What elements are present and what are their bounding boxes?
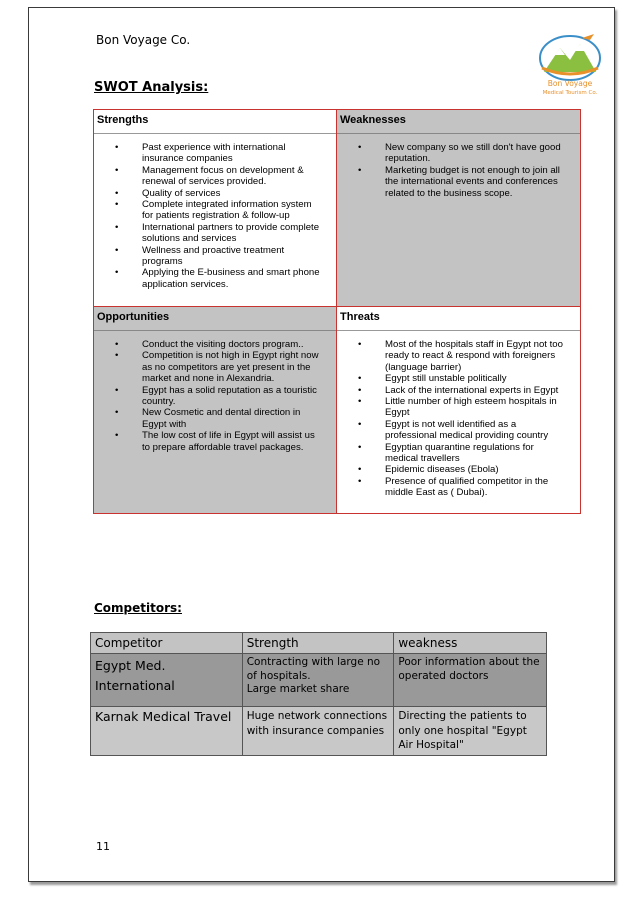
list-item [94, 165, 332, 188]
swot-title: SWOT Analysis: [94, 80, 209, 95]
competitors-title: Competitors: [94, 601, 182, 615]
weaknesses-list [337, 134, 580, 199]
competitor-name: Karnak Medical Travel [91, 707, 243, 756]
list-item-text: Past experience with international insurance companies [142, 142, 286, 165]
bullet-icon: • [358, 464, 362, 476]
bullet-icon: • [115, 164, 119, 176]
list-item [94, 188, 332, 199]
bullet-icon: • [115, 267, 119, 279]
opportunities-cell [94, 307, 337, 513]
list-item-text: Egypt still unstable politically [385, 373, 507, 385]
company-header: Bon Voyage Co. [96, 33, 191, 47]
list-item [337, 419, 576, 442]
list-item [337, 385, 576, 396]
competitor-weakness: Poor information about the operated doctors [394, 654, 547, 707]
bullet-icon: • [358, 373, 362, 385]
bullet-icon: • [358, 396, 362, 408]
threats-heading: Threats [337, 307, 580, 331]
bullet-icon: • [115, 244, 119, 256]
table-header-weakness: weakness [394, 633, 547, 654]
list-item-text: Management focus on development & renewal of services provided. [142, 164, 304, 188]
list-item [94, 430, 332, 453]
bullet-icon: • [358, 441, 362, 453]
bullet-icon: • [358, 384, 362, 396]
strengths-cell [94, 110, 337, 307]
competitor-name: Egypt Med. International [91, 654, 243, 707]
competitor-weakness: Directing the patients to only one hospital "Egypt Air Hospital" [394, 707, 547, 756]
list-item [337, 464, 576, 475]
list-item-text: Little number of high esteem hospitals in Egypt [385, 396, 557, 419]
opportunities-heading: Opportunities [94, 307, 336, 331]
bullet-icon: • [115, 187, 119, 199]
list-item [94, 407, 332, 430]
strengths-heading: Strengths [94, 110, 336, 134]
bullet-icon: • [358, 475, 362, 487]
bullet-icon: • [115, 199, 119, 211]
list-item [94, 199, 332, 222]
competitor-strength [242, 654, 394, 707]
list-item [337, 339, 576, 373]
list-item-text: Epidemic diseases (Ebola) [385, 464, 499, 476]
bullet-icon: • [115, 350, 119, 362]
list-item-text: Lack of the international experts in Egypt [385, 384, 559, 396]
bullet-icon: • [115, 221, 119, 233]
list-item-text: New Cosmetic and dental direction in Egypt with [142, 407, 301, 430]
svg-text:Bon Voyage: Bon Voyage [547, 79, 593, 88]
bullet-icon: • [115, 339, 119, 350]
list-item [94, 267, 332, 290]
list-item-text: Wellness and proactive treatment programs [142, 244, 285, 268]
swot-grid [93, 109, 581, 514]
list-item-text: Egypt has a solid reputation as a touristic country. [142, 384, 317, 408]
strength-line: Contracting with large no of hospitals. [246, 656, 381, 682]
list-item-text: Quality of services [142, 187, 221, 199]
list-item-text: Conduct the visiting doctors program.. [142, 339, 304, 350]
bullet-icon: • [358, 142, 362, 153]
list-item-text: Complete integrated information system for patients registration & follow-up [142, 199, 312, 222]
bullet-icon: • [115, 430, 119, 442]
list-item [337, 165, 576, 199]
list-item [337, 373, 576, 384]
list-item [94, 385, 332, 408]
list-item-text: Applying the E-business and smart phone application services. [142, 267, 320, 290]
page-number: 11 [96, 840, 110, 853]
bullet-icon: • [115, 384, 119, 396]
weaknesses-cell [337, 110, 580, 307]
list-item-text: Egyptian quarantine regulations for medical travellers [385, 441, 534, 465]
list-item-text: Most of the hospitals staff in Egypt not too ready to react & respond with foreigners (language barrier) [385, 339, 563, 373]
threats-list [337, 331, 580, 499]
opportunities-list [94, 331, 336, 453]
company-logo [532, 28, 608, 98]
strength-line: Huge network connections with insurance companies [246, 710, 388, 737]
threats-cell [337, 307, 580, 513]
competitor-strength [242, 707, 394, 756]
bullet-icon: • [358, 164, 362, 176]
list-item-text: Marketing budget is not enough to join all the international events and conferences related to the business scope. [385, 164, 560, 199]
list-item-text: New company so we still don't have good reputation. [385, 142, 561, 165]
table-header-competitor: Competitor [91, 633, 243, 654]
svg-text:Medical Tourism Co.: Medical Tourism Co. [542, 90, 598, 96]
bullet-icon: • [358, 339, 362, 350]
list-item [94, 245, 332, 268]
table-header-strength: Strength [242, 633, 394, 654]
table-row [91, 707, 547, 756]
list-item [337, 476, 576, 499]
list-item [94, 339, 332, 350]
list-item [94, 350, 332, 384]
list-item [337, 142, 576, 165]
list-item-text: Egypt is not well identified as a professional medical providing country [385, 418, 549, 442]
competitors-table [90, 632, 547, 756]
list-item-text: The low cost of life in Egypt will assist us to prepare affordable travel packages. [142, 430, 315, 453]
table-row [91, 654, 547, 707]
bullet-icon: • [115, 407, 119, 419]
weaknesses-heading: Weaknesses [337, 110, 580, 134]
list-item-text: International partners to provide complete solutions and services [142, 221, 320, 245]
list-item [94, 222, 332, 245]
list-item-text: Presence of qualified competitor in the middle East as ( Dubai). [385, 475, 549, 499]
bullet-icon: • [358, 418, 362, 430]
strength-line: Large market share [246, 683, 350, 695]
bullet-icon: • [115, 142, 119, 153]
list-item [337, 442, 576, 465]
list-item [337, 396, 576, 419]
list-item-text: Competition is not high in Egypt right now as no competitors are yet present in the market and none in Alexandria. [142, 350, 319, 385]
strengths-list [94, 134, 336, 290]
list-item [94, 142, 332, 165]
